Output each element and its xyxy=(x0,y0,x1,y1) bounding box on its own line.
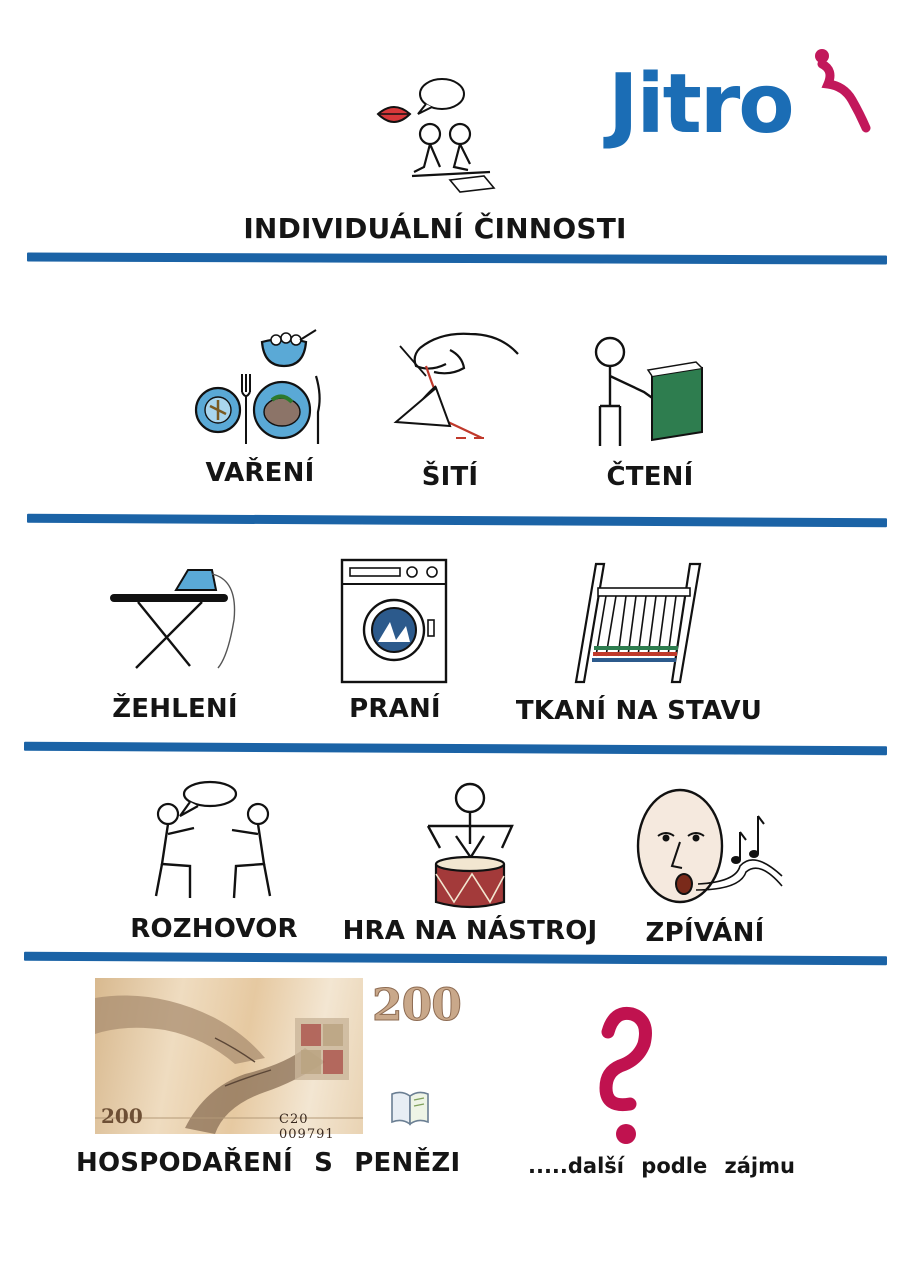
question-mark-icon xyxy=(590,1004,660,1146)
page-title: INDIVIDUÁLNÍ ČINNOSTI xyxy=(243,212,627,245)
label-washing: PRANÍ xyxy=(349,694,441,724)
banknote-denomination: 200 xyxy=(372,980,461,1031)
label-loom: TKANÍ NA STAVU xyxy=(515,696,763,726)
banknote-image xyxy=(95,978,363,1142)
divider-4 xyxy=(24,952,887,966)
divider-3 xyxy=(24,742,887,756)
drum-player-icon xyxy=(420,778,520,912)
label-reading: ČTENÍ xyxy=(606,462,694,492)
sewing-hand-icon xyxy=(390,326,520,448)
conversation-icon xyxy=(150,778,280,900)
logo-text: Jitro xyxy=(608,57,793,152)
banknote-corner-value: 200 xyxy=(101,1104,143,1128)
loom-icon xyxy=(574,560,706,686)
label-cooking: VAŘENÍ xyxy=(205,458,315,488)
reading-person-icon xyxy=(590,330,710,448)
label-conversation: ROZHOVOR xyxy=(130,914,298,944)
open-book-icon xyxy=(388,1088,432,1128)
cooking-plate-icon xyxy=(192,326,332,450)
label-more: .....další podle zájmu xyxy=(528,1154,795,1178)
label-singing: ZPÍVÁNÍ xyxy=(645,918,765,948)
label-drum: HRA NA NÁSTROJ xyxy=(342,916,598,946)
ironing-board-icon xyxy=(108,560,248,680)
label-sewing: ŠITÍ xyxy=(421,462,479,492)
label-ironing: ŽEHLENÍ xyxy=(112,694,238,724)
label-money: HOSPODAŘENÍ S PENĚZI xyxy=(76,1148,461,1178)
header-pictogram xyxy=(372,72,512,197)
jitro-logo xyxy=(608,48,870,152)
washing-machine-icon xyxy=(338,556,450,686)
singing-face-icon xyxy=(636,786,782,908)
divider-2 xyxy=(27,514,887,528)
divider-1 xyxy=(27,252,887,264)
banknote-serial: C20 009791 xyxy=(279,1112,335,1142)
